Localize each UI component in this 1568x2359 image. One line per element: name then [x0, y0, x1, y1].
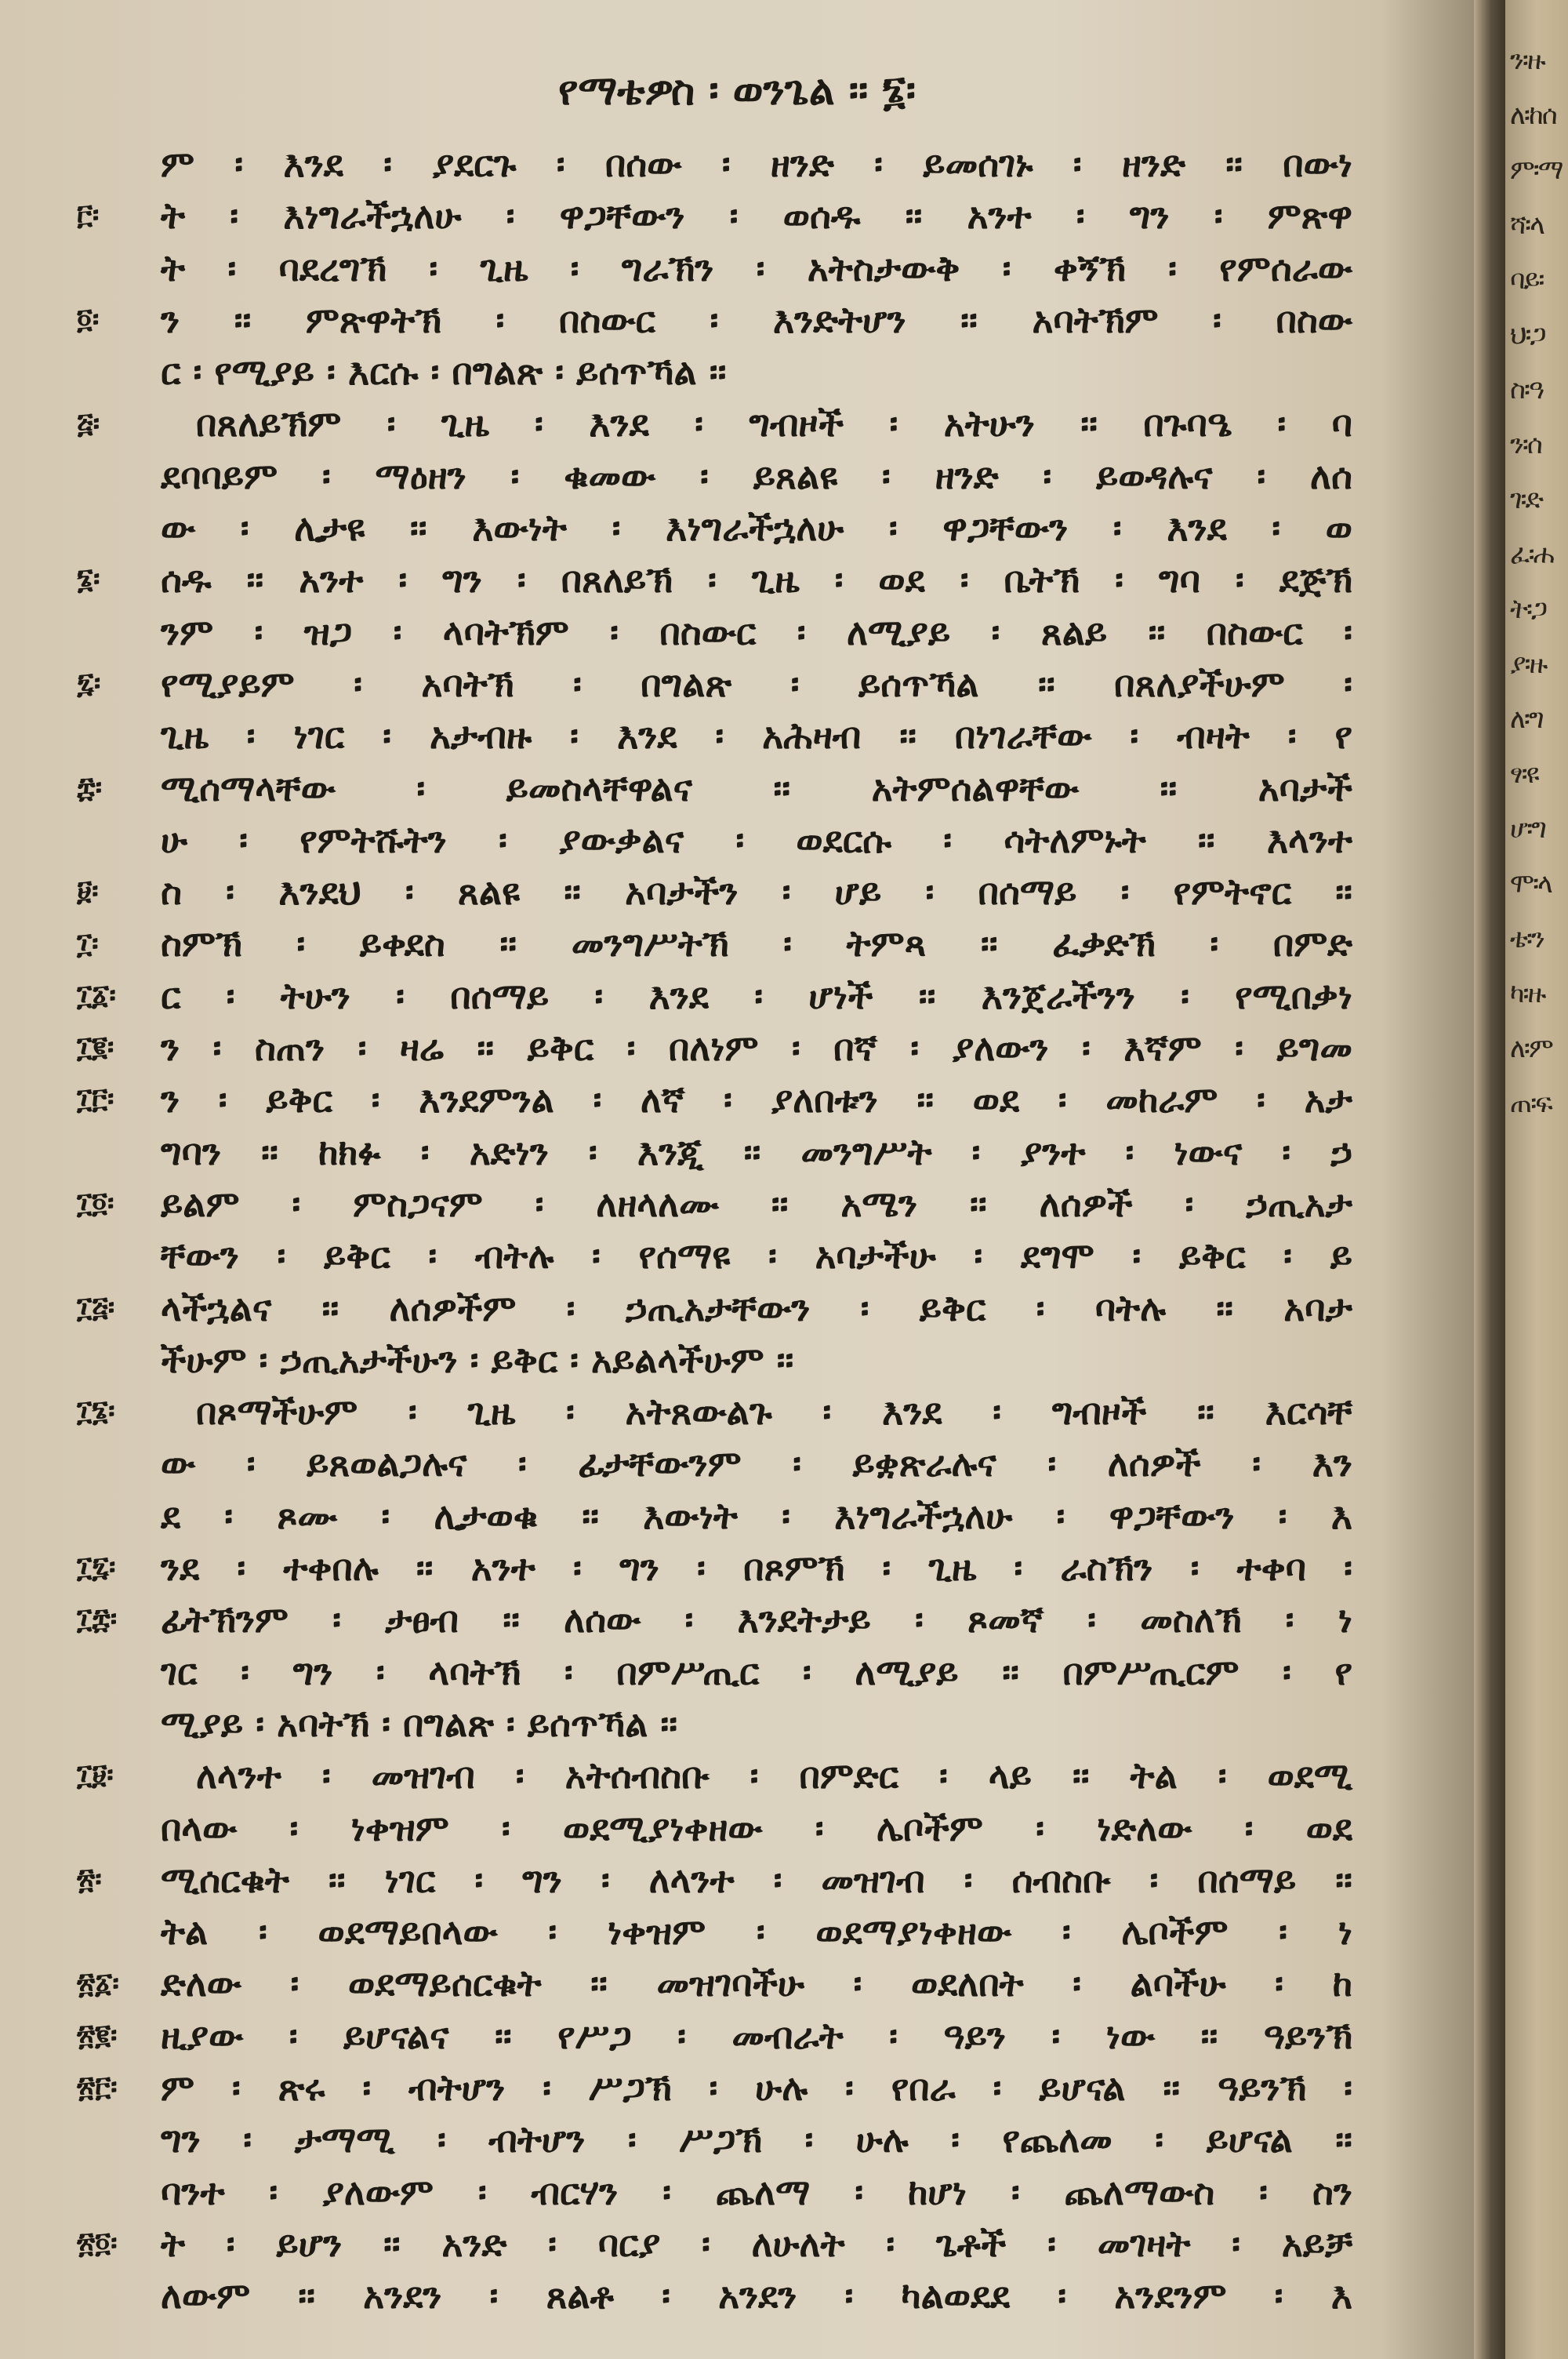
facing-page-text: ለ፡ግ	[1510, 703, 1543, 735]
verse-number: ፳፡	[77, 1863, 102, 1896]
text-line: ቸውን ፡ ይቅር ፡ ብትሉ ፡ የሰማዩ ፡ አባታችሁ ፡ ደግሞ ፡ ይቅር ፡ ይ	[161, 1234, 1352, 1278]
verse-number: ፲፬፡	[77, 1187, 114, 1219]
verse-number: ፯፡	[77, 667, 101, 700]
text-line: ት ፡ ባደረግኽ ፡ ጊዜ ፡ ግራኽን ፡ አትስታውቅ ፡ ቀኝኽ ፡ የምሰራው	[161, 246, 1352, 289]
verse-number: ፳፩፡	[77, 1967, 119, 2000]
text-line: ው ፡ ይጸወልጋሉና ፡ ፊታቸውንም ፡ ይቋጽራሉና ፡ ለሰዎች ፡ እን	[161, 1442, 1352, 1485]
text-line: ን ፡፡ ምጽዋትኽ ፡ በስውር ፡ እንድትሆን ፡፡ አባትኽም ፡ በስው	[161, 298, 1352, 341]
facing-page-text: ቴ፡ን	[1510, 923, 1544, 954]
facing-page-text: ሻ፡ላ	[1510, 209, 1544, 241]
text-line: የሚያይም ፡ አባትኽ ፡ በግልጽ ፡ ይሰጥኻል ፡፡ በጸለያችሁም ፡	[161, 662, 1352, 705]
text-line: ሰዱ ፡፡ አንተ ፡ ግን ፡ በጸለይኽ ፡ ጊዜ ፡ ወደ ፡ ቤትኽ ፡ ግባ ፡ ደጅኽ	[161, 558, 1352, 602]
text-line: ን ፡ ስጠን ፡ ዛሬ ፡፡ ይቅር ፡ በለነም ፡ በኛ ፡ ያለውን ፡ እኛም ፡ ይግመ	[161, 1027, 1352, 1070]
text-line: ት ፡ እነግራችኋለሁ ፡ ዋጋቸውን ፡ ወሰዱ ፡፡ አንተ ፡ ግን ፡ ምጽዋ	[161, 194, 1352, 238]
verse-number: ፮፡	[77, 563, 100, 596]
book-gutter	[1474, 0, 1505, 2359]
text-line: ንም ፡ ዝጋ ፡ ላባትኽም ፡ በስውር ፡ ለሚያይ ፡ ጸልይ ፡፡ በስውር ፡	[161, 610, 1352, 653]
facing-page-text: ለ፡ም	[1510, 1033, 1552, 1064]
text-line: ገር ፡ ግን ፡ ላባትኽ ፡ በምሥጢር ፡ ለሚያይ ፡፡ በምሥጢርም ፡ የ	[161, 1650, 1352, 1693]
facing-page-edge	[1505, 0, 1568, 2359]
facing-page-text: ፈ፡ሐ	[1510, 539, 1553, 570]
text-line: ድለው ፡ ወደማይሰርቁት ፡፡ መዝገባችሁ ፡ ወደለበት ፡ ልባችሁ ፡ ከ	[161, 1962, 1352, 2005]
text-line: በላው ፡ ነቀዝም ፡ ወደሚያነቀዘው ፡ ሌቦችም ፡ ነድለው ፡ ወደ	[161, 1806, 1352, 1849]
text-line: ት ፡ ይሆን ፡፡ አንድ ፡ ባርያ ፡ ለሁለት ፡ ጌቶች ፡ መገዛት ፡ አይቻ	[161, 2222, 1352, 2265]
page-header: የማቴዎስ ፡ ወንጌል ፡፡ ፮፡	[557, 67, 916, 114]
verse-number: ፲፱፡	[77, 1759, 114, 1792]
facing-page-text: ባይ፡	[1510, 264, 1544, 296]
text-line: በጾማችሁም ፡ ጊዜ ፡ አትጸውልጉ ፡ እንደ ፡ ግብዞች ፡፡ እርሳቸ	[196, 1390, 1352, 1434]
text-line: ሁ ፡ የምትሹትን ፡ ያውቃልና ፡ ወደርሱ ፡ ሳትለምኑት ፡፡ እላንተ	[161, 818, 1352, 861]
text-line: ጊዜ ፡ ነገር ፡ አታብዙ ፡ እንደ ፡ አሕዛብ ፡፡ በነገራቸው ፡ ብዛት ፡ የ	[161, 714, 1352, 758]
facing-page-text: ገ፡ድ	[1510, 484, 1543, 515]
text-line: ስምኽ ፡ ይቀደስ ፡፡ መንግሥትኽ ፡ ትምጻ ፡፡ ፈቃድኽ ፡ በምድ	[161, 922, 1352, 965]
text-line: በጸለይኽም ፡ ጊዜ ፡ እንደ ፡ ግብዞች ፡ አትሁን ፡፡ በጉባዔ ፡ ባ	[196, 402, 1352, 445]
verse-number: ፲፫፡	[77, 1083, 114, 1116]
verse-number: ፲፭፡	[77, 1291, 115, 1324]
verse-number: ፲፪፡	[77, 1031, 114, 1064]
text-line: ግን ፡ ታማሚ ፡ ብትሆን ፡ ሥጋኽ ፡ ሁሉ ፡ የጨለመ ፡ ይሆናል ፡፡	[161, 2118, 1352, 2161]
verse-number: ፲፯፡	[77, 1551, 116, 1584]
body-text	[161, 138, 1352, 2321]
text-line: ሚሰርቁት ፡፡ ነገር ፡ ግን ፡ ለላንተ ፡ መዝገብ ፡ ሰብስቡ ፡ በሰማይ ፡፡	[161, 1858, 1352, 1901]
text-line: ሚያይ ፡ አባትኽ ፡ በግልጽ ፡ ይሰጥኻል ፡፡	[161, 1702, 678, 1745]
verse-number: ፫፡	[77, 199, 100, 232]
text-line: ለላንተ ፡ መዝገብ ፡ አትሰብስቡ ፡ በምድር ፡ ላይ ፡፡ ትል ፡ ወደሚ	[196, 1754, 1352, 1797]
text-line: ትል ፡ ወደማይበላው ፡ ነቀዝም ፡ ወደማያነቀዘው ፡ ሌቦችም ፡ ነ	[161, 1910, 1352, 1954]
facing-page-text: ሞ፡ላ	[1510, 868, 1552, 900]
facing-page-text: ፃ፡ዩ	[1510, 758, 1538, 790]
verse-number: ፰፡	[77, 771, 103, 804]
text-line: ው ፡ ሊታዩ ፡፡ እውነት ፡ እነግራችኋለሁ ፡ ዋጋቸውን ፡ እንደ ፡ ወ	[161, 507, 1352, 550]
text-line: ን ፡ ይቅር ፡ እንደምንል ፡ ለኛ ፡ ያለበቱን ፡፡ ወደ ፡ መከራም ፡ አታ	[161, 1078, 1352, 1121]
text-line: ባንተ ፡ ያለውም ፡ ብርሃን ፡ ጨለማ ፡ ከሆነ ፡ ጨለማውስ ፡ ስን	[161, 2170, 1352, 2213]
verse-number: ፭፡	[77, 407, 100, 440]
facing-page-text: ን፡ሰ	[1510, 429, 1541, 460]
text-line: ላችኋልና ፡፡ ለሰዎችም ፡ ኃጢአታቸውን ፡ ይቅር ፡ ባትሉ ፡፡ አባታ	[161, 1286, 1352, 1329]
verse-number: ፲፩፡	[77, 979, 116, 1012]
verse-number: ፱፡	[77, 875, 99, 908]
verse-number: ፬፡	[77, 303, 100, 336]
facing-page-text: ያ፡ዙ	[1510, 649, 1547, 680]
facing-page-text: ጠ፡ፍ	[1510, 1088, 1552, 1119]
facing-page-text: ህ፡ጋ	[1510, 319, 1545, 351]
facing-page-text: ለ፡ከሰ	[1510, 100, 1556, 131]
text-line: ደባባይም ፡ ማዕዘን ፡ ቁመው ፡ ይጸልዩ ፡ ዘንድ ፡ ይወዳሉና ፡ ለሰ	[161, 454, 1352, 497]
text-line: ችሁም ፡ ኃጢአታችሁን ፡ ይቅር ፡ አይልላችሁም ፡፡	[161, 1338, 794, 1381]
verse-number: ፲፮፡	[77, 1395, 115, 1428]
verse-number: ፳፬፡	[77, 2227, 118, 2259]
text-line: ግባን ፡፡ ከክፉ ፡ አድነን ፡ እንጂ ፡፡ መንግሥት ፡ ያንተ ፡ ነውና ፡ ኃ	[161, 1130, 1352, 1173]
facing-page-text: ሆ፡ግ	[1510, 813, 1545, 845]
facing-page-text: ን፡ዙ	[1510, 45, 1544, 76]
text-line: ም ፡ እንደ ፡ ያደርጉ ፡ በሰው ፡ ዘንድ ፡ ይመሰገኑ ፡ ዘንድ ፡፡ በውነ	[161, 143, 1352, 185]
verse-number: ፲፡	[77, 927, 99, 960]
text-line: ንደ ፡ ተቀበሉ ፡፡ አንተ ፡ ግን ፡ በጾምኽ ፡ ጊዜ ፡ ራስኽን ፡ ተቀባ ፡	[161, 1547, 1352, 1590]
text-line: ስ ፡ እንደህ ፡ ጸልዩ ፡፡ አባታችን ፡ ሆይ ፡ በሰማይ ፡ የምትኖር ፡፡	[161, 871, 1352, 914]
verse-number: ፳፪፡	[77, 2019, 118, 2052]
facing-page-text: ት፡ጋ	[1510, 594, 1546, 625]
text-line: ፊትኽንም ፡ ታፀብ ፡፡ ለሰው ፡ እንደትታይ ፡ ጾመኛ ፡ መስለኽ ፡ ነ	[161, 1598, 1352, 1641]
text-line: ዚያው ፡ ይሆናልና ፡፡ የሥጋ ፡ መብራት ፡ ዓይን ፡ ነው ፡፡ ዓይንኽ	[161, 2014, 1352, 2057]
facing-page-text: ም፡ማ	[1510, 154, 1563, 186]
text-line: ር ፡ የሚያይ ፡ እርሱ ፡ በግልጽ ፡ ይሰጥኻል ፡፡	[161, 351, 727, 394]
text-line: ም ፡ ጽሩ ፡ ብትሆን ፡ ሥጋኽ ፡ ሁሉ ፡ የበራ ፡ ይሆናል ፡፡ ዓይንኽ ፡	[161, 2066, 1352, 2109]
verse-number: ፳፫፡	[77, 2071, 118, 2104]
text-line: ይልም ፡ ምስጋናም ፡ ለዘላለሙ ፡፡ አሜን ፡፡ ለሰዎች ፡ ኃጢአታ	[161, 1182, 1352, 1225]
text-line: ደ ፡ ጾሙ ፡ ሊታወቁ ፡፡ እውነት ፡ እነግራችኋለሁ ፡ ዋጋቸውን ፡ እ	[161, 1494, 1352, 1537]
verse-number: ፲፰፡	[77, 1603, 118, 1636]
text-line: ር ፡ ትሁን ፡ በሰማይ ፡ እንደ ፡ ሆነች ፡፡ እንጀራችንን ፡ የሚበቃነ	[161, 974, 1352, 1017]
facing-page-text: ካ፡ዙ	[1510, 978, 1545, 1009]
text-line: ለውም ፡፡ አንደን ፡ ጸልቶ ፡ አንደን ፡ ካልወደደ ፡ አንደንም ፡ እ	[161, 2274, 1352, 2317]
facing-page-text: ስ፡ዓ	[1510, 374, 1544, 405]
text-line: ሚሰማላቸው ፡ ይመስላቸዋልና ፡፡ አትምሰልዋቸው ፡፡ አባታች	[161, 766, 1352, 809]
